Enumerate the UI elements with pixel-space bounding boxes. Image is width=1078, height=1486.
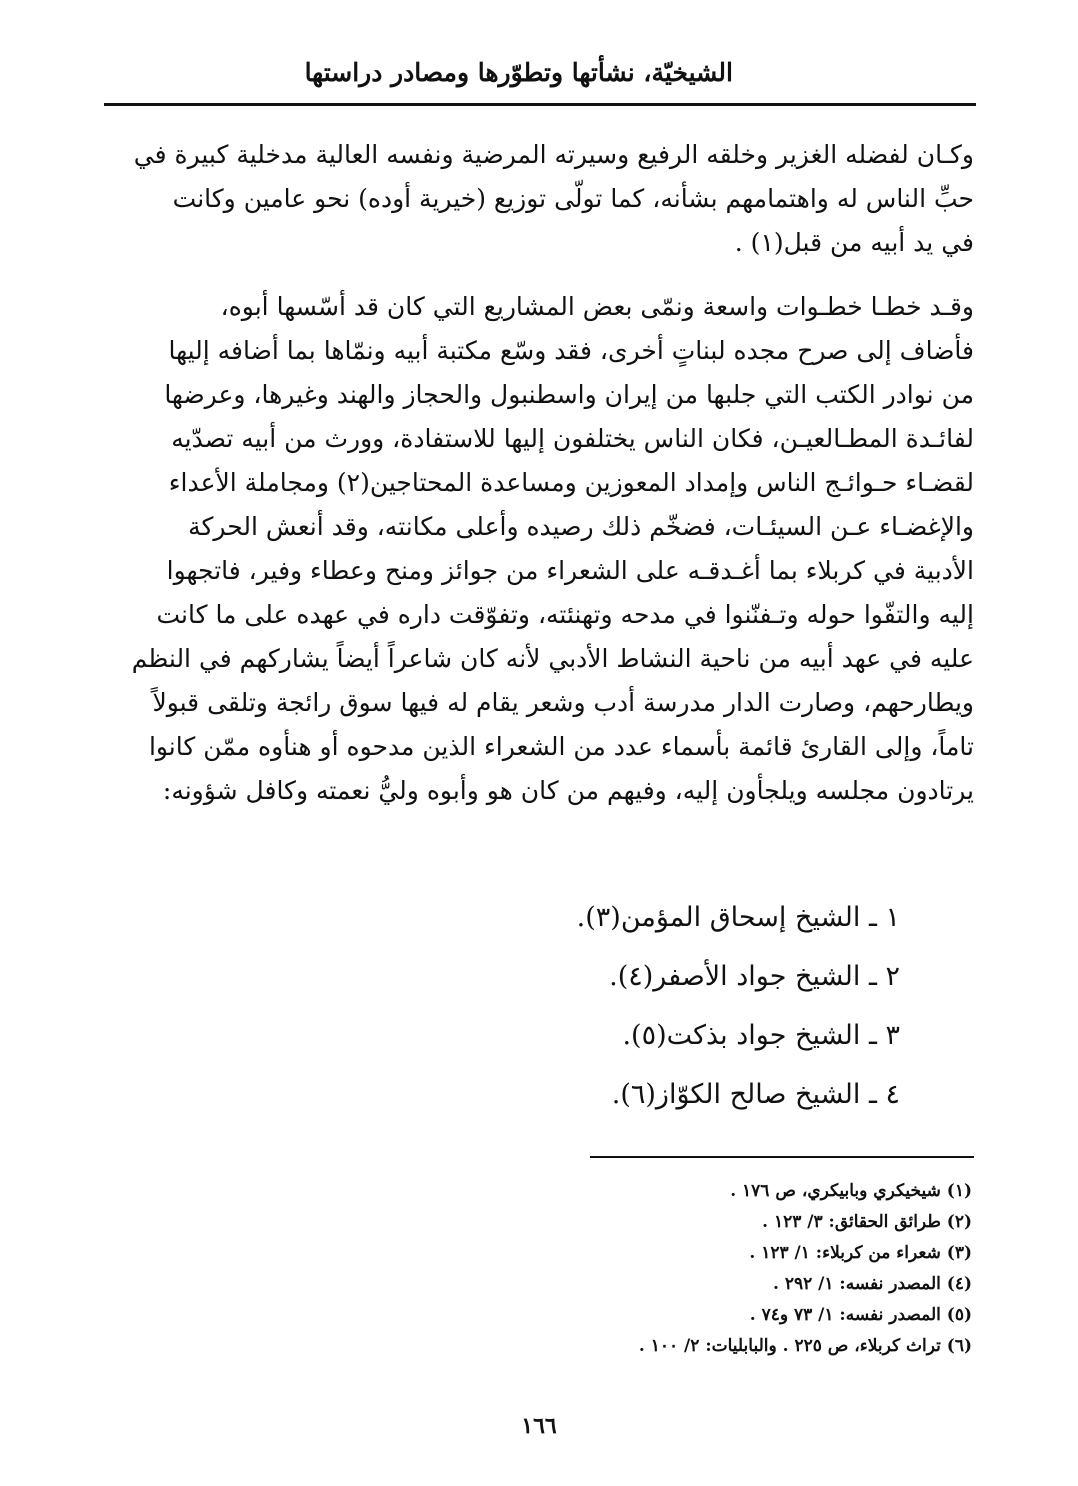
footnote-5: (٥) المصدر نفسه: ١/ ٧٣ و٧٤ . — [749, 1305, 972, 1325]
text-line: حبِّ الناس له واهتمامهم بشأنه، كما تولّى توزيع (خيرية أوده) نحو عامين وكانت — [172, 184, 974, 213]
list-item: ١ ـ الشيخ إسحاق المؤمن(٣). — [576, 902, 900, 933]
text-line: عليه في عهد أبيه من ناحية النشاط الأدبي لأنه كان شاعراً أيضاً يشاركهم في النظم — [131, 644, 974, 673]
footnotes — [272, 1176, 972, 1362]
text-line: إليه والتفّوا حوله وتـفنّنوا في مدحه وتهنئته، وتفوّقت داره في عهده على ما كانت — [156, 600, 974, 629]
text-line: فأضاف إلى صرح مجده لبناتٍ أخرى، فقد وسّع مكتبة أبيه ونمّاها بما أضافه إليها — [168, 336, 974, 365]
paragraph-gap — [104, 265, 974, 285]
text-line: لقضـاء حـوائـج الناس وإمداد المعوزين ومساعدة المحتاجين(٢) ومجاملة الأعداء — [168, 468, 974, 497]
main-text — [104, 133, 974, 813]
list-item: ٣ ـ الشيخ جواد بذكت(٥). — [622, 1020, 900, 1051]
page-number: ١٦٦ — [521, 1413, 557, 1439]
text-line: ويطارحهم، وصارت الدار مدرسة أدب وشعر يقام له فيها سوق رائجة وتلقى قبولاً — [152, 688, 974, 717]
footnote-6: (٦) تراث كربلاء، ص ٢٢٥ . والبابليات: ٢/ ١٠٠ . — [638, 1336, 972, 1356]
running-header-title: الشيخيّة، نشأتها وتطوّرها ومصادر دراستها — [304, 58, 733, 87]
footnote-4: (٤) المصدر نفسه: ١/ ٢٩٢ . — [772, 1274, 972, 1294]
text-line: يرتادون مجلسه ويلجأون إليه، وفيهم من كان هو وأبوه وليُّ نعمته وكافل شؤونه: — [162, 776, 974, 805]
list-item: ٤ ـ الشيخ صالح الكوّاز(٦). — [611, 1079, 900, 1110]
footnote-separator — [590, 1156, 974, 1158]
text-line: من نوادر الكتب التي جلبها من إيران واسطنبول والحجاز والهند وغيرها، وعرضها — [164, 380, 974, 409]
footnote-2: (٢) طرائق الحقائق: ٣/ ١٢٣ . — [762, 1212, 972, 1232]
paragraph — [104, 133, 974, 265]
text-line: الأدبية في كربلاء بما أغـدقـه على الشعراء من جوائز ومنح وعطاء وفير، فاتجهوا — [166, 556, 974, 585]
footnote-3: (٣) شعراء من كربلاء: ١/ ١٢٣ . — [749, 1243, 972, 1263]
text-line: لفائـدة المطـالعيـن، فكان الناس يختلفون إليها للاستفادة، وورث من أبيه تصدّيه — [171, 424, 974, 453]
text-line: والإغضـاء عـن السيئـات، فضخّم ذلك رصيده وأعلى مكانته، وقد أنعش الحركة — [188, 512, 974, 541]
text-line: تاماً، وإلى القارئ قائمة بأسماء عدد من الشعراء الذين مدحوه أو هنأوه ممّن كانوا — [148, 732, 974, 761]
poets-list — [300, 888, 900, 1124]
text-line: في يد أبيه من قبل(١) . — [734, 228, 974, 257]
header-rule — [104, 103, 976, 106]
footnote-1: (١) شيخيكري وبابيكري، ص ١٧٦ . — [730, 1181, 972, 1201]
text-line: وقـد خطـا خطـوات واسعة ونمّى بعض المشاريع التي كان قد أسّسها أبوه، — [220, 292, 974, 321]
text-line: وكـان لفضله الغزير وخلقه الرفيع وسيرته المرضية ونفسه العالية مدخلية كبيرة في — [133, 140, 974, 169]
paragraph — [104, 285, 974, 813]
list-item: ٢ ـ الشيخ جواد الأصفر(٤). — [609, 961, 900, 992]
